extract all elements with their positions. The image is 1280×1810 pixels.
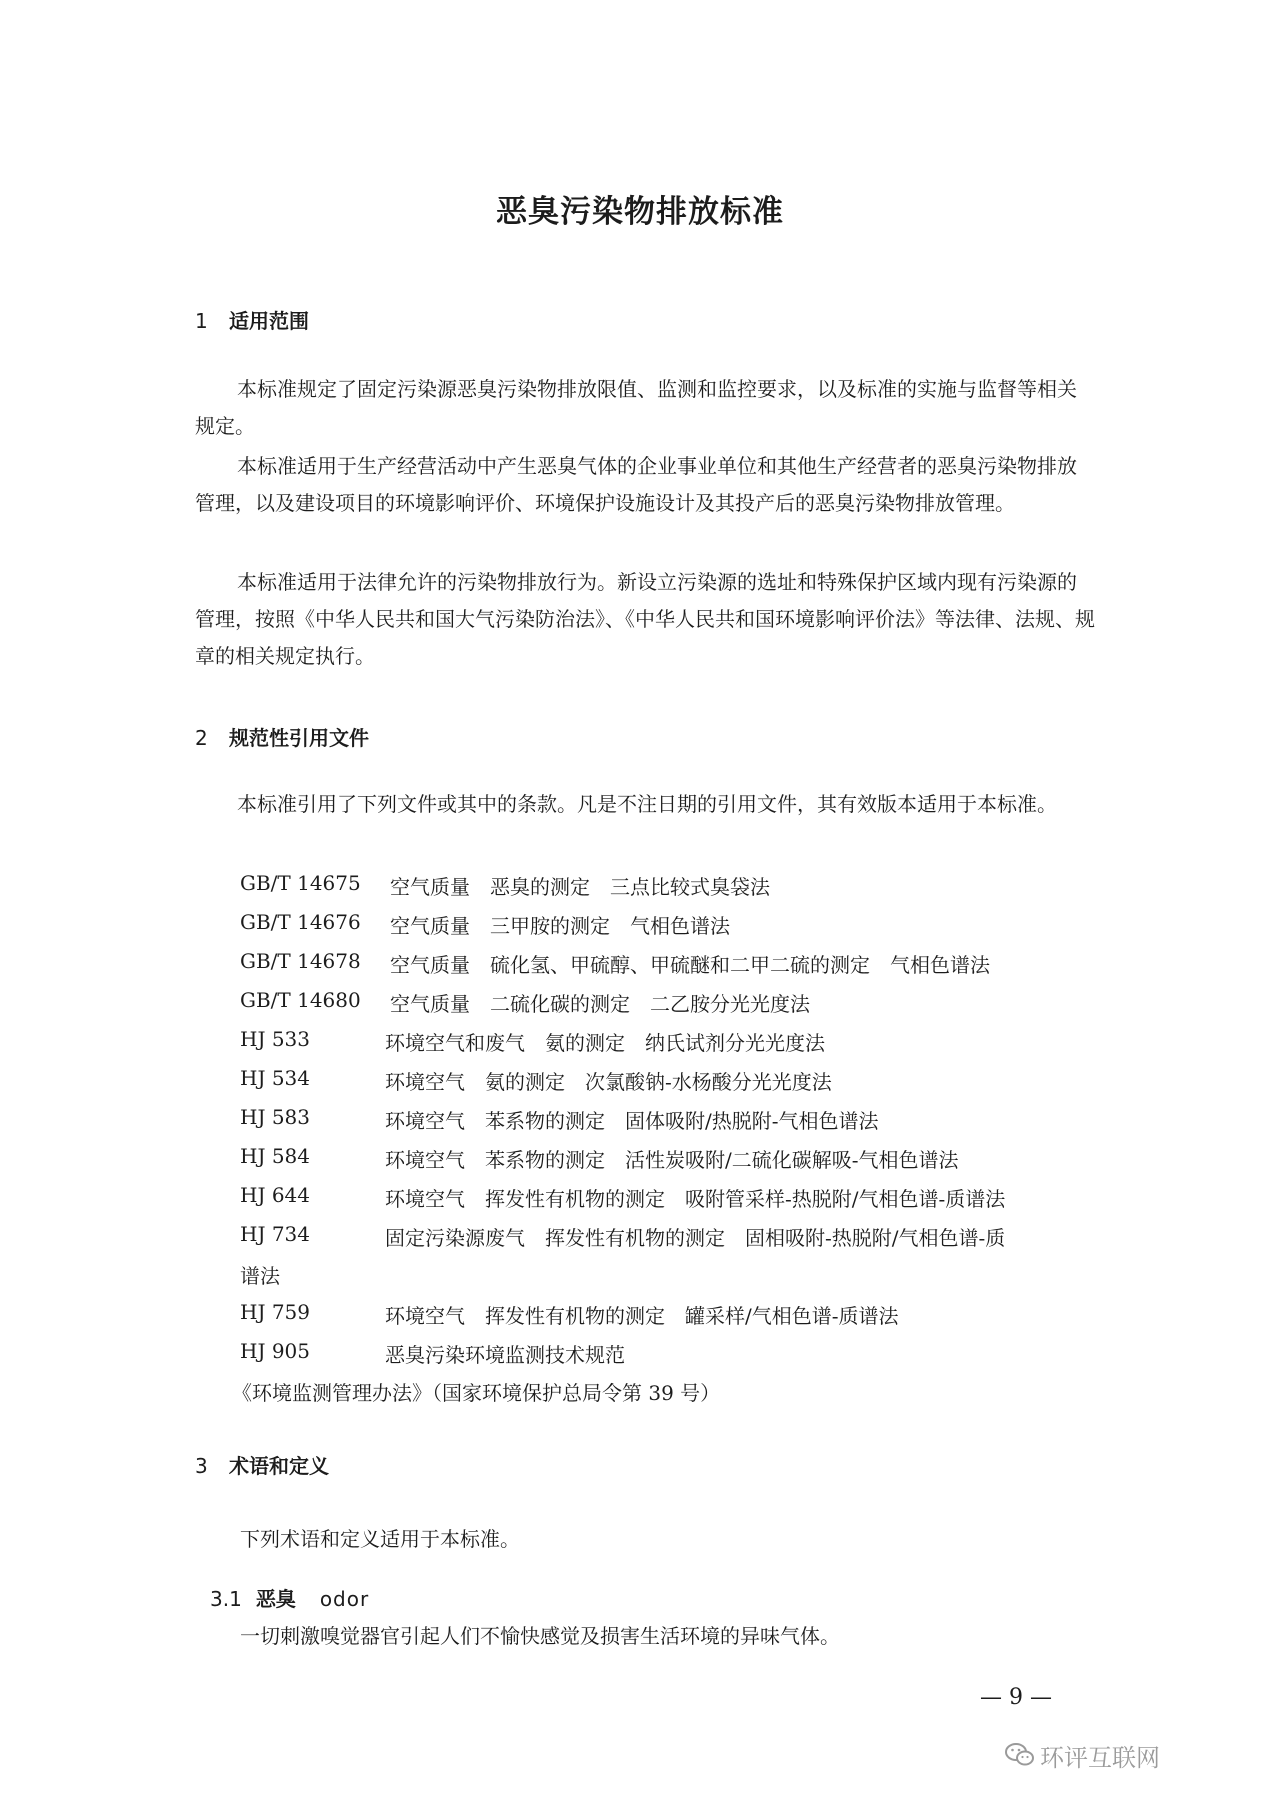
ref-code: HJ 734 (240, 1222, 310, 1246)
section-number: 1 (195, 309, 208, 333)
ref-title: 空气质量 恶臭的测定 三点比较式臭袋法 (390, 875, 770, 899)
ref-code: HJ 533 (240, 1027, 310, 1051)
scope-paragraph-3: 本标准适用于法律允许的污染物排放行为。新设立污染源的选址和特殊保护区域内现有污染源的管理，按照《中华人民共和国大气污染防治法》、《中华人民共和国环境影响评价法》等法律、法规、规章的相关规定执行。 (195, 570, 1095, 668)
section-title: 适用范围 (229, 309, 309, 333)
wechat-icon (1005, 1742, 1035, 1768)
term-definition: 一切刺激嗅觉器官引起人们不愉快感觉及损害生活环境的异味气体。 (240, 1624, 840, 1648)
term-name: 恶臭 (255, 1587, 296, 1611)
section-number: 3 (195, 1454, 208, 1478)
section-number: 2 (195, 726, 208, 750)
ref-code: HJ 644 (240, 1183, 310, 1207)
section-title: 规范性引用文件 (229, 726, 369, 750)
terms-intro: 下列术语和定义适用于本标准。 (240, 1527, 520, 1551)
ref-code: GB/T 14676 (240, 910, 361, 934)
section-heading-3 (195, 1450, 329, 1479)
ref-code: HJ 905 (240, 1339, 310, 1363)
ref-title: 环境空气 挥发性有机物的测定 罐采样/气相色谱-质谱法 (385, 1304, 899, 1328)
term-number: 3.1 (210, 1587, 242, 1611)
refs-intro: 本标准引用了下列文件或其中的条款。凡是不注日期的引用文件，其有效版本适用于本标准。 (237, 792, 1057, 816)
ref-title: 环境空气 苯系物的测定 活性炭吸附/二硫化碳解吸-气相色谱法 (385, 1148, 959, 1172)
ref-title: 空气质量 三甲胺的测定 气相色谱法 (390, 914, 730, 938)
ref-title: 空气质量 二硫化碳的测定 二乙胺分光光度法 (390, 992, 810, 1016)
ref-title: 环境空气 挥发性有机物的测定 吸附管采样-热脱附/气相色谱-质谱法 (385, 1187, 1006, 1211)
ref-title-continuation: 谱法 (240, 1264, 280, 1288)
ref-code: HJ 583 (240, 1105, 310, 1129)
ref-code: HJ 584 (240, 1144, 310, 1168)
ref-code: HJ 759 (240, 1300, 310, 1324)
ref-title: 环境空气和废气 氨的测定 纳氏试剂分光光度法 (385, 1031, 825, 1055)
section-heading-1 (195, 305, 309, 334)
ref-title: 空气质量 硫化氢、甲硫醇、甲硫醚和二甲二硫的测定 气相色谱法 (390, 953, 990, 977)
page-number: — 9 — (980, 1685, 1052, 1710)
document-title: 恶臭污染物排放标准 (496, 194, 784, 230)
ref-code: GB/T 14678 (240, 949, 361, 973)
watermark: 环评互联网 (1040, 1744, 1160, 1772)
term-english: odor (319, 1587, 370, 1611)
ref-title: 固定污染源废气 挥发性有机物的测定 固相吸附-热脱附/气相色谱-质 (385, 1226, 1006, 1250)
ref-title: 恶臭污染环境监测技术规范 (385, 1343, 625, 1367)
scope-paragraph-1: 本标准规定了固定污染源恶臭污染物排放限值、监测和监控要求，以及标准的实施与监督等相关规定。 (195, 377, 1077, 438)
ref-title: 环境空气 氨的测定 次氯酸钠-水杨酸分光光度法 (385, 1070, 832, 1094)
section-title: 术语和定义 (229, 1454, 329, 1478)
section-heading-2 (195, 722, 369, 751)
ref-code: HJ 534 (240, 1066, 310, 1090)
term-heading (210, 1583, 369, 1612)
ref-title: 环境空气 苯系物的测定 固体吸附/热脱附-气相色谱法 (385, 1109, 879, 1133)
scope-paragraph-2: 本标准适用于生产经营活动中产生恶臭气体的企业事业单位和其他生产经营者的恶臭污染物排放管理，以及建设项目的环境影响评价、环境保护设施设计及其投产后的恶臭污染物排放管理。 (195, 454, 1077, 515)
ref-code: GB/T 14680 (240, 988, 361, 1012)
ref-code: GB/T 14675 (240, 871, 361, 895)
refs-extra: 《环境监测管理办法》（国家环境保护总局令第 39 号） (232, 1381, 721, 1405)
